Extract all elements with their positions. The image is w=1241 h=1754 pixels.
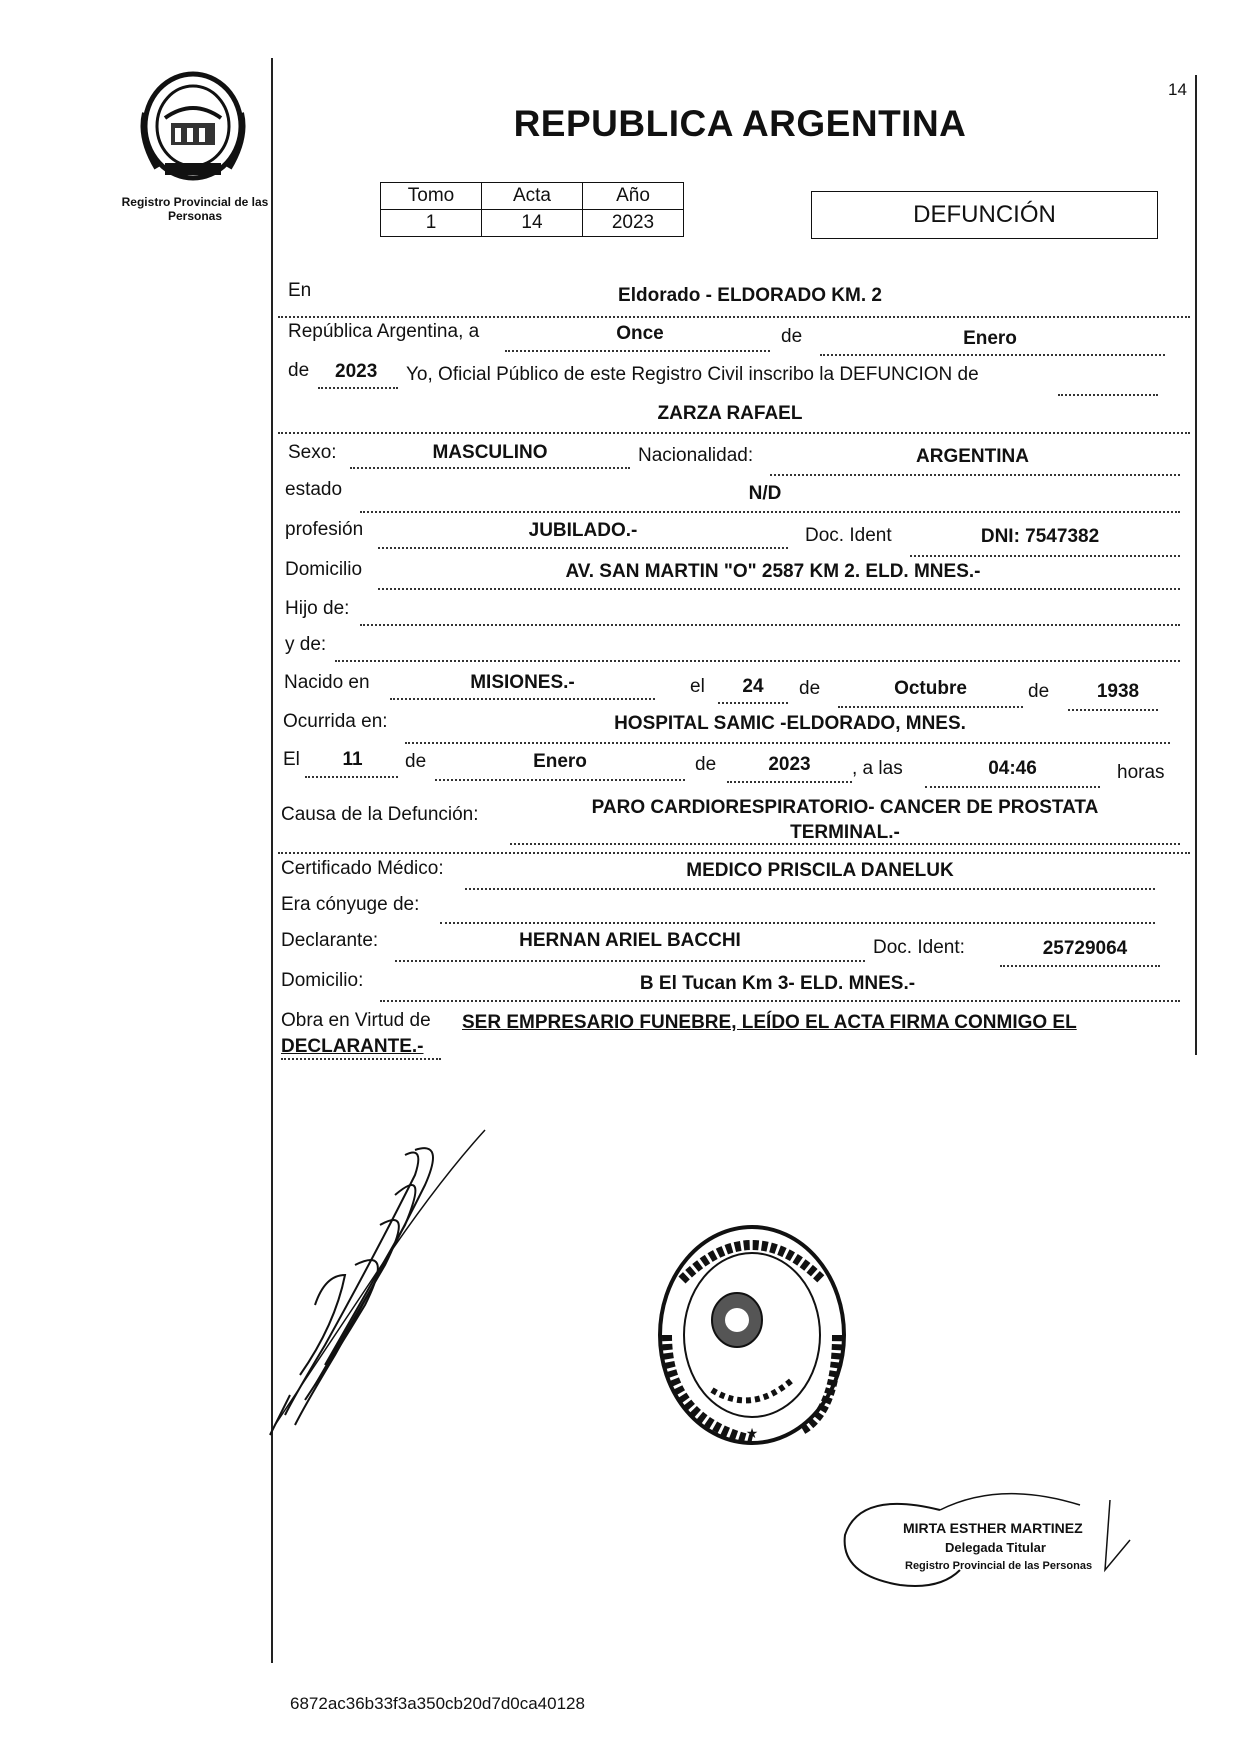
logo-caption: Registro Provincial de las Personas	[121, 195, 269, 223]
dotted-line	[505, 350, 770, 353]
acta-header: Acta	[482, 183, 583, 210]
row-separator	[278, 316, 1190, 319]
tomo-value: 1	[381, 210, 482, 237]
dotted-line	[910, 555, 1180, 558]
republica-label: República Argentina, a	[288, 321, 480, 342]
acta-value: 14	[482, 210, 583, 237]
en-value: Eldorado - ELDORADO KM. 2	[618, 285, 882, 306]
dotted-line	[378, 588, 1180, 591]
document-type: DEFUNCIÓN	[913, 201, 1056, 228]
deceased-name: ZARZA RAFAEL	[657, 403, 803, 424]
obra-value-line2: DECLARANTE.-	[281, 1036, 424, 1057]
dotted-line	[925, 786, 1100, 789]
dotted-line	[718, 702, 788, 705]
dotted-line	[838, 706, 1023, 709]
causa-line1: PARO CARDIORESPIRATORIO- CANCER DE PROSTATA	[591, 797, 1099, 818]
dotted-line	[318, 387, 398, 390]
dotted-line	[440, 922, 1155, 925]
row-separator	[278, 432, 1190, 435]
tomo-header: Tomo	[381, 183, 482, 210]
horas-label: horas	[1117, 762, 1165, 783]
yo-text: Yo, Oficial Público de este Registro Civil inscribo la DEFUNCION de	[406, 364, 979, 385]
row-separator	[278, 852, 1190, 855]
svg-text:★: ★	[745, 1425, 759, 1441]
signatory-role: Delegada Titular	[945, 1540, 1046, 1555]
profesion-value: JUBILADO.-	[528, 520, 638, 541]
a-las-label: , a las	[852, 758, 903, 779]
doc-ident-label: Doc. Ident	[805, 525, 892, 546]
birth-year: 1938	[1096, 681, 1140, 702]
nacido-label: Nacido en	[284, 672, 370, 693]
signatory-name: MIRTA ESTHER MARTINEZ	[903, 1520, 1083, 1536]
nacionalidad-value: ARGENTINA	[916, 446, 1029, 467]
estado-label: estado	[285, 479, 343, 500]
domicilio-value: AV. SAN MARTIN "O" 2587 KM 2. ELD. MNES.-	[565, 561, 981, 582]
causa-line2: TERMINAL.-	[790, 822, 900, 843]
death-de1: de	[405, 751, 427, 772]
dotted-line	[405, 742, 1170, 745]
estado-value: N/D	[748, 483, 782, 504]
en-label: En	[288, 280, 312, 301]
dotted-line	[1058, 394, 1158, 397]
declarante-label: Declarante:	[281, 930, 379, 951]
page-title: REPUBLICA ARGENTINA	[513, 103, 967, 144]
domicilio2-label: Domicilio:	[281, 970, 364, 991]
doc-ident2-value: 25729064	[1042, 938, 1128, 959]
signatory-organization: Registro Provincial de las Personas	[905, 1560, 1093, 1572]
page-number: 14	[1168, 80, 1187, 99]
nacionalidad-label: Nacionalidad:	[638, 445, 754, 466]
dotted-line	[360, 511, 1180, 514]
dotted-line	[770, 474, 1180, 477]
document-hash: 6872ac36b33f3a350cb20d7d0ca40128	[290, 1694, 585, 1713]
causa-label: Causa de la Defunción:	[281, 804, 479, 825]
sexo-value: MASCULINO	[432, 442, 548, 463]
birth-de2: de	[1028, 681, 1050, 702]
hijo-label: Hijo de:	[285, 598, 350, 619]
right-margin-line	[1195, 75, 1197, 1055]
death-month: Enero	[533, 751, 587, 772]
anio-header: Año	[583, 183, 684, 210]
dotted-line	[510, 843, 1180, 846]
declarant-signature	[255, 1125, 495, 1445]
domicilio-label: Domicilio	[285, 559, 363, 580]
dotted-line	[1068, 709, 1158, 712]
dotted-line	[281, 1058, 441, 1061]
domicilio2-value: B El Tucan Km 3- ELD. MNES.-	[639, 973, 916, 994]
month-value: Enero	[963, 328, 1017, 349]
dotted-line	[380, 1000, 1180, 1003]
doc-ident2-label: Doc. Ident:	[873, 937, 965, 958]
certificado-label: Certificado Médico:	[281, 858, 444, 879]
declarante-value: HERNAN ARIEL BACCHI	[519, 930, 741, 951]
birth-de1: de	[799, 678, 821, 699]
provincial-seal-logo	[135, 68, 255, 183]
dotted-line	[390, 698, 655, 701]
dotted-line	[360, 624, 1180, 627]
dotted-line	[335, 660, 1180, 663]
death-day: 11	[342, 749, 363, 770]
dotted-line	[727, 781, 852, 784]
doc-ident-value: DNI: 7547382	[980, 526, 1100, 547]
sexo-label: Sexo:	[288, 442, 337, 463]
birth-month: Octubre	[894, 678, 967, 699]
de2-label: de	[288, 360, 310, 381]
death-de2: de	[695, 754, 717, 775]
document-type-box	[811, 191, 1158, 239]
death-time: 04:46	[988, 758, 1037, 779]
death-year: 2023	[768, 754, 811, 775]
certificado-value: MEDICO PRISCILA DANELUK	[686, 860, 954, 881]
anio-value: 2023	[583, 210, 684, 237]
dotted-line	[305, 776, 398, 779]
nacido-value: MISIONES.-	[470, 672, 575, 693]
year-value: 2023	[335, 361, 378, 382]
obra-label: Obra en Virtud de	[281, 1010, 431, 1031]
registry-stamp	[652, 1220, 852, 1450]
obra-value-line1: SER EMPRESARIO FUNEBRE, LEÍDO EL ACTA FIRMA CONMIGO EL	[462, 1012, 1077, 1033]
ocurrida-label: Ocurrida en:	[283, 711, 388, 732]
ocurrida-value: HOSPITAL SAMIC -ELDORADO, MNES.	[614, 713, 966, 734]
yde-label: y de:	[285, 634, 327, 655]
birth-day: 24	[742, 676, 764, 697]
dotted-line	[395, 960, 865, 963]
de-label: de	[781, 326, 803, 347]
registry-table	[380, 182, 684, 237]
el-label: el	[690, 676, 705, 697]
dotted-line	[350, 467, 630, 470]
dotted-line	[820, 354, 1165, 357]
dotted-line	[465, 888, 1155, 891]
dotted-line	[1000, 965, 1160, 968]
dotted-line	[435, 779, 685, 782]
day-words: Once	[616, 323, 664, 344]
conyuge-label: Era cónyuge de:	[281, 894, 420, 915]
dotted-line	[378, 547, 788, 550]
profesion-label: profesión	[285, 519, 364, 540]
el2-label: El	[283, 749, 300, 770]
